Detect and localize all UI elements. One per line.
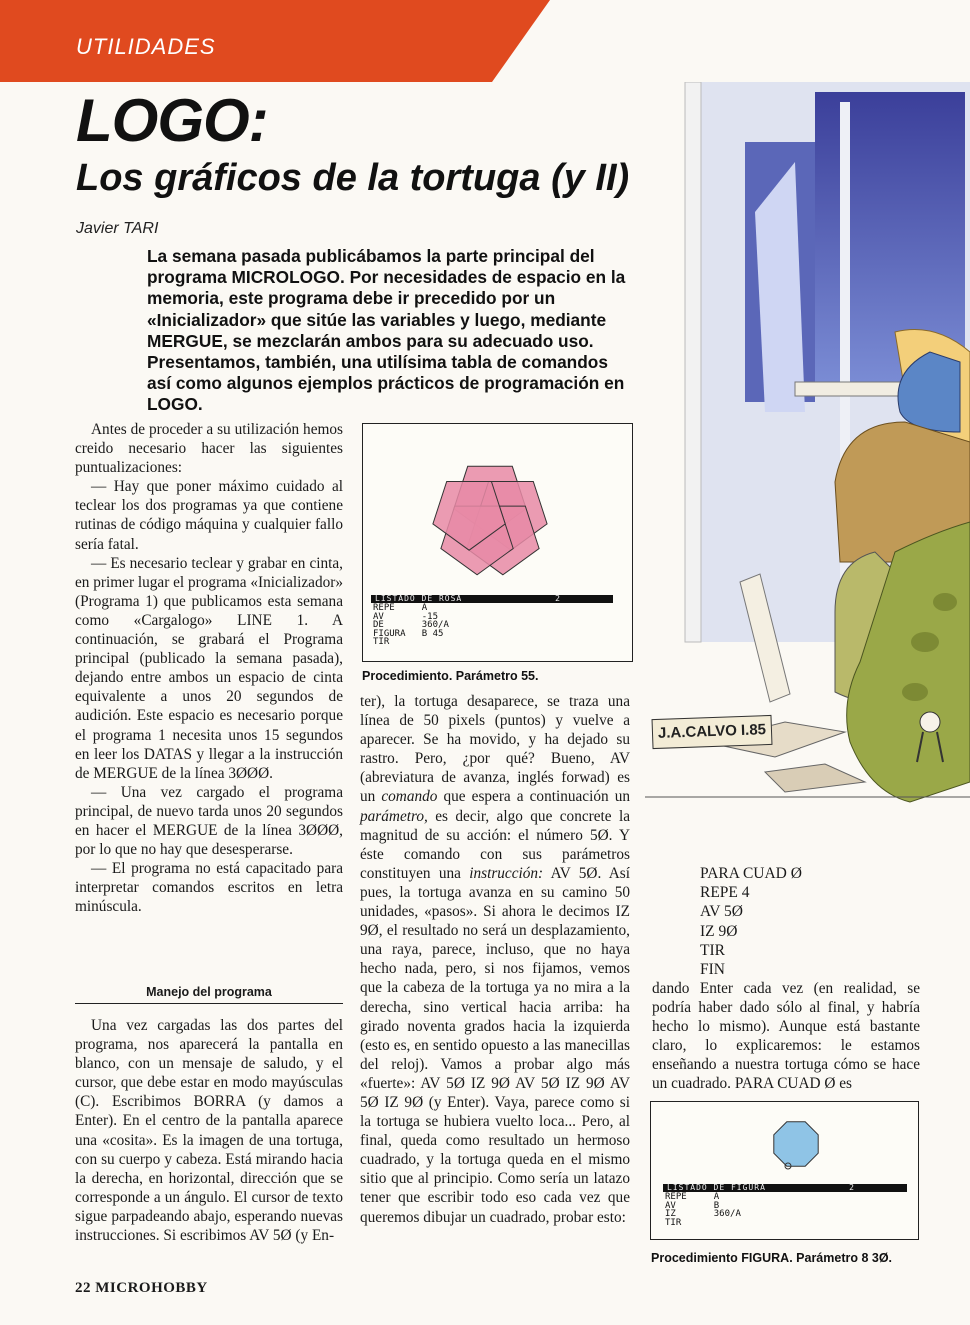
emphasis: comando bbox=[381, 788, 438, 806]
emphasis: parámetro, bbox=[360, 807, 428, 825]
listing-title: LISTADO DE ROSA bbox=[375, 594, 463, 603]
listing-title: LISTADO DE FIGURA bbox=[667, 1183, 766, 1192]
figure-1-caption: Procedimiento. Parámetro 55. bbox=[362, 669, 539, 683]
text-run: ter), la tortuga desaparece, se traza una línea de 50 pixels (puntos) y vuelve a aparecer. Se ha movido, y ha dejado su rastro. Pero, ¿por qué? Bueno, AV (abreviatura de avanza, inglés forwad) es un bbox=[360, 693, 630, 806]
listing-line: IZ 360/A bbox=[665, 1209, 741, 1220]
listing-line: REPE A bbox=[665, 1192, 720, 1202]
figure-octagon bbox=[650, 1101, 919, 1240]
text-run: que espera a continuación un bbox=[437, 788, 630, 806]
figure-rosa bbox=[362, 423, 633, 662]
listing-line: REPE A bbox=[373, 603, 428, 613]
section-heading: Manejo del programa bbox=[75, 985, 343, 1004]
text-run: AV 5Ø. Así pues, la tortuga avanza en su camino 50 unidades, «pasos». Si ahora le decimos IZ 9Ø, el resultado no será un desplazamiento, una raya, parece, incluso, que no haya hecho nada, pero, si nos fijamos, vemos que la cabeza de la tortuga ya no mira a la derecha, sino vertical hacia arriba: ha girado noventa grados hacia la izquierda (esto es, en sentido opuesto a las manecillas del reloj). Vamos a probar algo más «fuerte»: AV 5Ø IZ 9Ø AV 5Ø IZ 9Ø AV 5Ø IZ 9Ø (y Enter). Vaya, parece como si la tortuga se hubiera vuelto loca... Pero, al final, queda como resultado un hermoso cuadrado, y la tortuga queda en el mismo sitio que al principio. Como sería un latazo tener que escribir todo eso cada vez que queremos dibujar un cuadrado, probar esto: bbox=[360, 864, 630, 1226]
code-line: IZ 9Ø bbox=[700, 922, 738, 940]
code-line: TIR bbox=[700, 941, 725, 959]
section-label: UTILIDADES bbox=[76, 34, 216, 59]
column-3 bbox=[652, 979, 920, 1094]
listing-line: AV -15 bbox=[373, 611, 439, 622]
code-line: AV 5Ø bbox=[700, 903, 743, 921]
code-listing bbox=[700, 864, 802, 979]
listing-line: FIGURA B 45 bbox=[373, 628, 444, 639]
paragraph: — Es necesario teclear y grabar en cinta, en primer lugar el programa «Inicializador» (Programa 1) que publicamos esta semana como «Cargalogo» LINE 1. A continuación, se grabará el Programa principal (publicado la semana pasada), dejando entre ambos un espacio de cinta equivalente a unos 20 segundos de audición. Este espacio es necesario porque el programa 1 necesita unos 15 segundos en leer los DATAS y llegar a la instrucción de MERGUE de la línea 3ØØØ. bbox=[75, 554, 344, 782]
code-line: PARA CUAD Ø bbox=[700, 865, 802, 882]
text-run: es decir, algo que concrete la magnitud de su acción: el número 5Ø. Y éste comando con sus parámetros constituyen una bbox=[360, 807, 630, 882]
column-2 bbox=[360, 692, 630, 1227]
figure-listing bbox=[665, 1193, 741, 1227]
listing-line: AV B bbox=[665, 1200, 720, 1211]
listing-line: TIR bbox=[665, 1217, 682, 1228]
rosa-listing bbox=[373, 604, 449, 647]
paragraph bbox=[360, 692, 630, 1227]
article-subtitle: Los gráficos de la tortuga (y II) bbox=[76, 157, 630, 199]
page-footer: 22 MICROHOBBY bbox=[75, 1280, 208, 1296]
code-line: REPE 4 bbox=[700, 884, 750, 902]
listing-line: TIR bbox=[373, 637, 390, 648]
article-author: Javier TARI bbox=[76, 220, 159, 237]
code-line: FIN bbox=[700, 961, 725, 979]
article-title: LOGO: bbox=[76, 87, 268, 154]
figure-2-caption: Procedimiento FIGURA. Parámetro 8 3Ø. bbox=[651, 1251, 893, 1265]
octagon-shape bbox=[774, 1122, 818, 1166]
paragraph: — Una vez cargado el programa principal, de nuevo tarda unos 20 segundos en hacer el MERGUE de la línea 3ØØØ, por lo que no hay que desesperarse. bbox=[75, 783, 343, 859]
listing-number: 2 bbox=[849, 1183, 855, 1192]
paragraph: — El programa no está capacitado para interpretar comandos escritos en letra minúscula. bbox=[75, 860, 343, 916]
listing-line: DE 360/A bbox=[373, 620, 449, 631]
paragraph: — Hay que poner máximo cuidado al teclear los dos programas ya que contiene rutinas de código máquina y cualquier fallo sería fatal. bbox=[75, 478, 343, 553]
paragraph: dando Enter cada vez (en realidad, se podría haber dado sólo al final, y habría hecho lo mismo). Aunque está bastante claro, lo explicaremos: le estamos enseñando a nuestra tortuga cómo se hace un cuadrado. PARA CUAD Ø es bbox=[652, 980, 920, 1093]
rosa-drawing bbox=[363, 424, 632, 594]
article-lead: La semana pasada publicábamos la parte principal del programa MICROLOGO. Por necesidades de espacio en la memoria, este programa debe ir precedido por un «Inicializador» que sitúe las variables y luego, mediante MERGUE, se mezclarán ambos para su adecuado uso. Presentamos, también, una utilísima tabla de comandos así como algunos ejemplos prácticos de programación en LOGO. bbox=[147, 246, 626, 415]
octagon-drawing bbox=[651, 1102, 918, 1182]
listing-title-bar bbox=[663, 1184, 907, 1192]
section-banner bbox=[0, 0, 970, 82]
emphasis: instrucción: bbox=[469, 864, 544, 882]
paragraph: Una vez cargadas las dos partes del programa, nos aparecerá la pantalla en blanco, con un mensaje de saludo, y el cursor, que debe estar en modo mayúsculas (C). Escribimos BORRA (y damos a Enter). En el centro de la pantalla aparece una «cosita». Es la imagen de una tortuga, con su cuerpo y cabeza. Está mirando hacia la derecha, en horizontal, dirección que se corresponde a un ángulo. El cursor de texto sigue parpadeando abajo, esperando nuevas instrucciones. Si escribimos AV 5Ø (y En- bbox=[75, 1017, 343, 1245]
column-1-continued bbox=[75, 1016, 343, 1245]
paragraph: Antes de proceder a su utilización hemos creido necesario hacer las siguientes puntualizaciones: bbox=[75, 421, 343, 477]
column-1 bbox=[75, 420, 343, 916]
turtle-illustration bbox=[645, 82, 970, 807]
artist-signature: J.A.CALVO I.85 bbox=[652, 715, 773, 749]
listing-number: 2 bbox=[555, 594, 561, 603]
listing-title-bar bbox=[371, 595, 613, 603]
